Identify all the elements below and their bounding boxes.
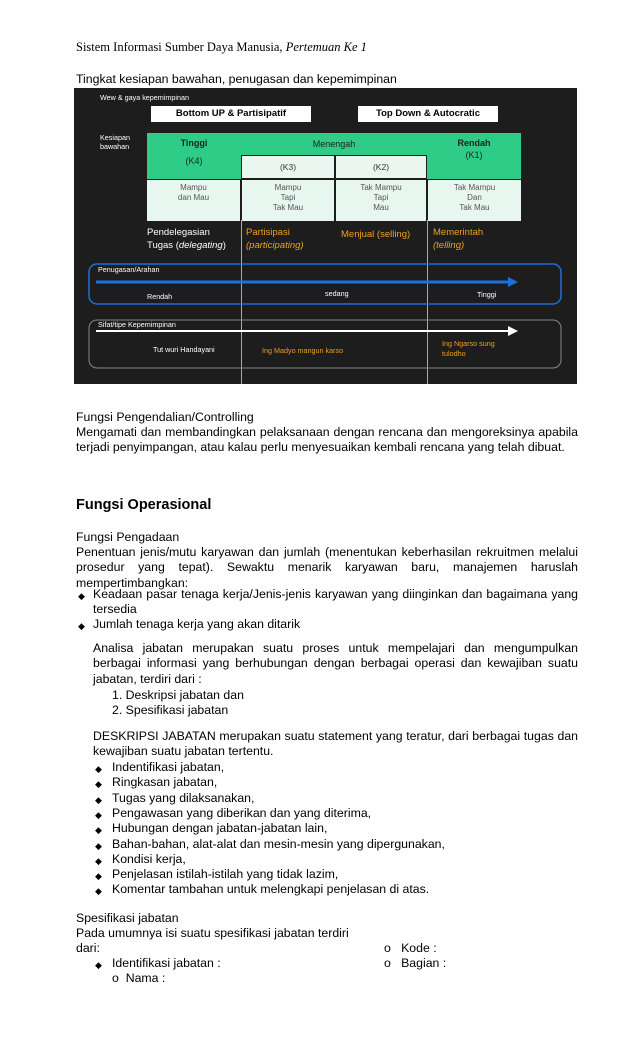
operasional-heading: Fungsi Operasional <box>76 497 212 513</box>
bullet-diamond-icon: ◆ <box>95 840 102 851</box>
pengadaan-title: Fungsi Pengadaan <box>76 530 180 544</box>
spesifikasi-line2: dari: <box>76 941 100 955</box>
page-header: Sistem Informasi Sumber Daya Manusia, Pertemuan Ke 1 <box>76 40 367 54</box>
bullet-diamond-icon: ◆ <box>95 855 102 866</box>
spesifikasi-title: Spesifikasi jabatan <box>76 911 179 925</box>
circle-bullet-icon: o <box>112 971 126 985</box>
cell-k2-line3: Mau <box>373 203 389 212</box>
box-top-down: Top Down & Autocratic <box>358 106 498 122</box>
deskripsi-item: Ringkasan jabatan, <box>112 775 218 790</box>
deskripsi-item: Tugas yang dilaksanakan, <box>112 790 255 805</box>
pengadaan-text: Penentuan jenis/mutu karyawan dan jumlah (menentukan keberhasilan rekruitmen melalui prosedur yang tepat). Sewaktu menarik karyawan baru, manajemen haruslah mempertimbangkan: <box>76 545 578 590</box>
deskripsi-item: Penjelasan istilah-istilah yang tidak lazim, <box>112 867 339 882</box>
k4-label: (K4) <box>185 156 203 166</box>
ngarso-line2: tulodho <box>442 349 466 358</box>
numbered-item-2: 2. Spesifikasi jabatan <box>112 703 229 717</box>
participating-line2: (participating) <box>246 240 304 251</box>
deskripsi-item: Bahan-bahan, alat-alat dan mesin-mesin yang dipergunakan, <box>112 836 445 851</box>
telling-line1: Memerintah <box>433 227 484 238</box>
bullet-diamond-icon: ◆ <box>95 809 102 820</box>
penugasan-arrowhead <box>508 277 518 287</box>
deskripsi-item: Indentifikasi jabatan, <box>112 760 225 774</box>
sedang-scale: sedang <box>325 289 349 298</box>
delegating-line1: Pendelegasian <box>147 227 210 238</box>
bullet-diamond-icon: ◆ <box>95 825 102 836</box>
ngarso-line1: Ing Ngarso sung <box>442 339 495 348</box>
cell-k3-line2: Tapi <box>280 193 296 202</box>
box-bottom-up: Bottom UP & Partisipatif <box>151 106 311 122</box>
intro-title: Tingkat kesiapan bawahan, penugasan dan kepemimpinan <box>76 72 397 86</box>
cell-k2-line2: Tapi <box>373 193 389 202</box>
bullet-diamond-icon: ◆ <box>95 779 102 790</box>
madyo-label: Ing Madyo mangun karso <box>262 346 344 355</box>
spes-bullet: Identifikasi jabatan : <box>112 956 221 970</box>
bullet-diamond-icon: ◆ <box>95 794 102 805</box>
bullet-diamond-icon: ◆ <box>95 764 102 774</box>
kesiapan-label-2: bawahan <box>100 142 130 151</box>
sifat-label: Sifat/tipe Kepemimpinan <box>98 320 176 329</box>
bagian-item: o Bagian : <box>384 956 447 970</box>
kode-item: o Kode : <box>384 941 437 955</box>
bullet-item-1: Keadaan pasar tenaga kerja/Jenis-jenis karyawan yang diinginkan dan bagaimana yang tersedia <box>93 587 578 617</box>
circle-bullet-icon: o <box>384 956 402 970</box>
deskripsi-text: DESKRIPSI JABATAN merupakan suatu statement yang teratur, dari berbagai tugas dan kewajiban suatu jabatan tertentu. <box>93 729 578 759</box>
cell-k1-line3: Tak Mau <box>459 203 490 212</box>
tut-wuri-label: Tut wuri Handayani <box>153 345 215 354</box>
controlling-text: Mengamati dan membandingkan pelaksanaan dengan rencana dan mengoreksinya apabila terjadi penyimpangan, atau kalau perlu menyesuaikan kembali rencana yang telah dibuat. <box>76 425 578 455</box>
diagram-top-label: Wew & gaya kepemimpinan <box>100 93 189 102</box>
bullet-diamond-icon: ◆ <box>95 886 102 897</box>
circle-bullet-icon: o <box>384 941 402 955</box>
rendah-label: Rendah <box>457 138 491 148</box>
cell-k1-line2: Dan <box>467 193 482 202</box>
sifat-arrowhead <box>508 326 518 336</box>
penugasan-label: Penugasan/Arahan <box>98 265 160 274</box>
numbered-item-1: 1. Deskripsi jabatan dan <box>112 688 244 702</box>
participating-line1: Partisipasi <box>246 227 290 238</box>
cell-k3-line3: Tak Mau <box>272 203 304 212</box>
bullet-diamond-icon: ◆ <box>95 960 102 970</box>
tinggi-scale: Tinggi <box>477 290 497 299</box>
rendah-scale: Rendah <box>147 292 173 301</box>
cell-k1-line1: Tak Mampu <box>453 183 496 192</box>
deskripsi-item: Pengawasan yang diberikan dan yang diterima, <box>112 805 372 820</box>
k2-label: (K2) <box>336 156 426 178</box>
cell-k3-line1: Mampu <box>274 183 302 192</box>
controlling-title: Fungsi Pengendalian/Controlling <box>76 410 254 424</box>
k3-label: (K3) <box>242 156 334 178</box>
deskripsi-item: Kondisi kerja, <box>112 851 186 866</box>
cell-k4-line2: dan Mau <box>177 193 210 202</box>
cell-k2-line1: Tak Mampu <box>360 183 402 192</box>
menengah-label: Menengah <box>312 139 356 149</box>
cell-k4-line1: Mampu <box>180 183 207 192</box>
spesifikasi-line1: Pada umumnya isi suatu spesifikasi jabatan terdiri <box>76 926 349 940</box>
telling-line2: (telling) <box>433 240 465 251</box>
leadership-diagram <box>74 88 577 384</box>
bullet-diamond-icon: ◆ <box>78 621 85 631</box>
delegating-line2: Tugas (delegating) <box>147 240 226 251</box>
deskripsi-item: Komentar tambahan untuk melengkapi penjelasan di atas. <box>112 882 430 897</box>
nama-item: o Nama : <box>112 971 166 985</box>
kesiapan-label-1: Kesiapan <box>100 133 130 142</box>
diagram-arrows <box>74 88 577 384</box>
tinggi-label: Tinggi <box>180 138 208 148</box>
bullet-diamond-icon: ◆ <box>78 591 85 601</box>
k1-label: (K1) <box>465 150 483 160</box>
deskripsi-item: Hubungan dengan jabatan-jabatan lain, <box>112 821 328 836</box>
selling-label: Menjual (selling) <box>341 229 411 240</box>
bullet-item-2: Jumlah tenaga kerja yang akan ditarik <box>93 617 301 631</box>
analisa-text: Analisa jabatan merupakan suatu proses untuk mempelajari dan mengumpulkan berbagai informasi yang berhubungan dengan berbagai operasi dan kewajiban suatu jabatan, terdiri dari : <box>93 641 578 686</box>
bullet-diamond-icon: ◆ <box>95 871 102 882</box>
